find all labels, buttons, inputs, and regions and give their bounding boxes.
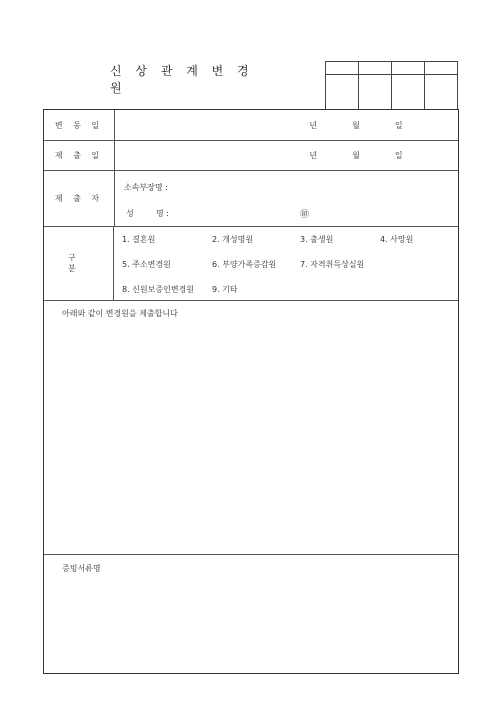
category-row — [44, 226, 458, 301]
month-unit: 월 — [352, 150, 360, 160]
submitter-row — [44, 170, 458, 227]
category-item[interactable]: 5. 주소변경원 — [122, 260, 171, 269]
year-unit: 년 — [309, 120, 318, 130]
category-item[interactable]: 9. 기타 — [212, 285, 238, 294]
category-item[interactable]: 8. 신원보증인변경원 — [122, 285, 194, 294]
submit-date-row — [44, 140, 458, 171]
month-unit: 월 — [352, 120, 360, 130]
category-field — [114, 226, 458, 300]
seal-mark: ㊞ — [300, 210, 310, 220]
body-text: 아래와 같이 변경원을 제출합니다 — [62, 309, 178, 318]
evidence-label: 증빙서류명 — [62, 564, 101, 573]
dept-head-label: 소속부장명 : — [124, 183, 168, 192]
submitter-label: 제 출 자 — [44, 170, 115, 226]
category-item[interactable]: 7. 자격취득상실원 — [300, 260, 365, 269]
category-item[interactable]: 2. 개성명원 — [212, 235, 254, 244]
evidence-area[interactable] — [44, 554, 458, 673]
name-label-2: 명 : — [156, 209, 169, 218]
day-unit: 일 — [394, 120, 403, 130]
category-item[interactable]: 6. 부양가족증감원 — [212, 260, 277, 269]
day-unit: 일 — [394, 150, 403, 160]
submit-date-field[interactable] — [114, 140, 458, 170]
name-label-1: 성 — [126, 209, 134, 218]
change-date-field[interactable] — [114, 110, 458, 140]
category-item[interactable]: 4. 사망원 — [380, 235, 414, 244]
change-date-label: 변 동 일 — [44, 110, 115, 140]
submit-date-label: 제 출 일 — [44, 140, 115, 170]
approval-box — [325, 61, 458, 110]
category-label: 구 분 — [44, 226, 114, 300]
category-item[interactable]: 1. 결혼원 — [122, 235, 156, 244]
form-table — [43, 109, 459, 674]
category-item[interactable]: 3. 출생원 — [300, 235, 334, 244]
document-title: 신 상 관 계 변 경 원 — [110, 64, 254, 95]
submitter-field[interactable] — [114, 170, 458, 226]
body-area[interactable] — [44, 300, 458, 555]
change-date-row — [44, 110, 458, 141]
year-unit: 년 — [309, 150, 318, 160]
